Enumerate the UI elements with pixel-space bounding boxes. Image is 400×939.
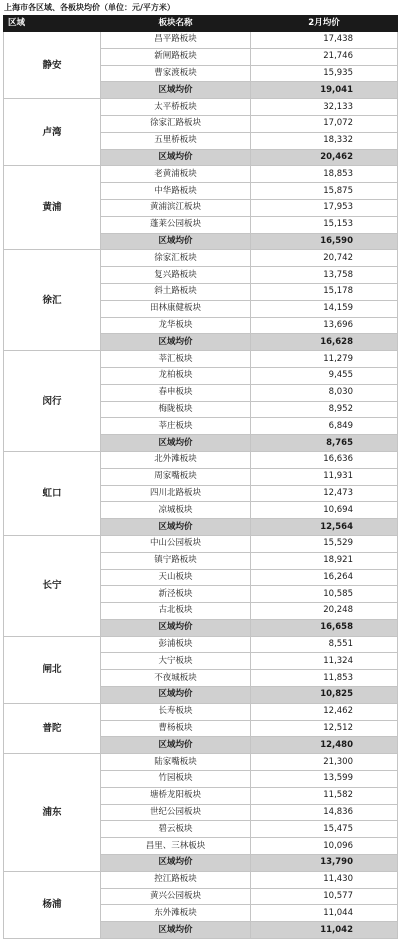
block-price: 12,473	[251, 485, 398, 502]
block-price: 17,438	[251, 32, 398, 49]
block-name: 镇宁路板块	[101, 552, 251, 569]
block-name: 黄浦滨江板块	[101, 199, 251, 216]
block-price: 17,072	[251, 115, 398, 132]
header-block: 板块名称	[101, 16, 251, 32]
average-label: 区域均价	[101, 619, 251, 636]
block-price: 12,512	[251, 720, 398, 737]
block-price: 20,248	[251, 603, 398, 620]
block-price: 11,044	[251, 905, 398, 922]
block-name: 竹园板块	[101, 771, 251, 788]
district-name: 卢湾	[4, 99, 101, 166]
block-name: 莘汇板块	[101, 351, 251, 368]
block-price: 14,836	[251, 804, 398, 821]
district-name: 徐汇	[4, 250, 101, 351]
block-name: 老黄浦板块	[101, 166, 251, 183]
average-label: 区域均价	[101, 82, 251, 99]
average-price: 12,480	[251, 737, 398, 754]
district-name: 闸北	[4, 636, 101, 703]
block-name: 五里桥板块	[101, 132, 251, 149]
average-price: 11,042	[251, 922, 398, 939]
block-name: 不夜城板块	[101, 670, 251, 687]
district-name: 杨浦	[4, 871, 101, 938]
table-row	[4, 451, 398, 468]
block-price: 13,758	[251, 267, 398, 284]
block-name: 曹家渡板块	[101, 65, 251, 82]
block-name: 新闸路板块	[101, 48, 251, 65]
block-name: 大宁板块	[101, 653, 251, 670]
block-price: 10,096	[251, 838, 398, 855]
block-price: 11,430	[251, 871, 398, 888]
district-name: 静安	[4, 32, 101, 99]
block-price: 13,599	[251, 771, 398, 788]
table-row	[4, 703, 398, 720]
block-price: 17,953	[251, 199, 398, 216]
block-price: 11,582	[251, 787, 398, 804]
block-name: 龙柏板块	[101, 367, 251, 384]
block-price: 18,921	[251, 552, 398, 569]
average-label: 区域均价	[101, 519, 251, 536]
price-table	[3, 15, 398, 939]
block-price: 10,585	[251, 586, 398, 603]
block-name: 东外滩板块	[101, 905, 251, 922]
table-row	[4, 166, 398, 183]
block-name: 田林康健板块	[101, 300, 251, 317]
average-label: 区域均价	[101, 435, 251, 452]
block-price: 15,935	[251, 65, 398, 82]
average-label: 区域均价	[101, 737, 251, 754]
block-price: 11,324	[251, 653, 398, 670]
average-price: 10,825	[251, 687, 398, 704]
block-name: 北外滩板块	[101, 451, 251, 468]
block-price: 15,153	[251, 216, 398, 233]
block-price: 15,529	[251, 535, 398, 552]
block-name: 曹杨板块	[101, 720, 251, 737]
block-name: 新泾板块	[101, 586, 251, 603]
table-row	[4, 754, 398, 771]
block-name: 塘桥龙阳板块	[101, 787, 251, 804]
block-price: 16,264	[251, 569, 398, 586]
block-price: 13,696	[251, 317, 398, 334]
block-name: 蓬莱公园板块	[101, 216, 251, 233]
block-name: 陆家嘴板块	[101, 754, 251, 771]
block-name: 徐家汇板块	[101, 250, 251, 267]
block-name: 长寿板块	[101, 703, 251, 720]
block-name: 龙华板块	[101, 317, 251, 334]
district-name: 虹口	[4, 451, 101, 535]
block-name: 中山公园板块	[101, 535, 251, 552]
block-name: 世纪公园板块	[101, 804, 251, 821]
block-name: 莘庄板块	[101, 418, 251, 435]
block-price: 8,551	[251, 636, 398, 653]
block-price: 12,462	[251, 703, 398, 720]
block-name: 控江路板块	[101, 871, 251, 888]
block-name: 古北板块	[101, 603, 251, 620]
average-price: 20,462	[251, 149, 398, 166]
block-price: 15,875	[251, 183, 398, 200]
header-row	[4, 16, 398, 32]
table-caption: 上海市各区域、各板块均价（单位：元/平方米）	[4, 3, 175, 12]
table-row	[4, 535, 398, 552]
district-name: 闵行	[4, 351, 101, 452]
block-price: 18,853	[251, 166, 398, 183]
block-name: 周家嘴板块	[101, 468, 251, 485]
district-name: 长宁	[4, 535, 101, 636]
block-price: 10,694	[251, 502, 398, 519]
block-price: 21,746	[251, 48, 398, 65]
average-price: 16,628	[251, 334, 398, 351]
block-name: 昌平路板块	[101, 32, 251, 49]
average-price: 16,590	[251, 233, 398, 250]
block-name: 梅陇板块	[101, 401, 251, 418]
block-price: 32,133	[251, 99, 398, 116]
block-price: 9,455	[251, 367, 398, 384]
district-name: 浦东	[4, 754, 101, 872]
table-row	[4, 871, 398, 888]
block-price: 15,475	[251, 821, 398, 838]
block-name: 太平桥板块	[101, 99, 251, 116]
table-row	[4, 99, 398, 116]
block-price: 11,853	[251, 670, 398, 687]
header-district: 区域	[4, 16, 101, 32]
average-label: 区域均价	[101, 922, 251, 939]
block-price: 11,279	[251, 351, 398, 368]
block-name: 春申板块	[101, 384, 251, 401]
average-label: 区域均价	[101, 149, 251, 166]
average-price: 16,658	[251, 619, 398, 636]
block-name: 凉城板块	[101, 502, 251, 519]
district-name: 黄浦	[4, 166, 101, 250]
average-label: 区域均价	[101, 855, 251, 872]
block-name: 复兴路板块	[101, 267, 251, 284]
average-price: 8,765	[251, 435, 398, 452]
block-price: 16,636	[251, 451, 398, 468]
header-price: 2月均价	[251, 16, 398, 32]
block-name: 四川北路板块	[101, 485, 251, 502]
average-price: 13,790	[251, 855, 398, 872]
average-price: 12,564	[251, 519, 398, 536]
block-price: 15,178	[251, 283, 398, 300]
average-label: 区域均价	[101, 334, 251, 351]
average-label: 区域均价	[101, 233, 251, 250]
average-label: 区域均价	[101, 687, 251, 704]
block-price: 10,577	[251, 888, 398, 905]
block-name: 黄兴公园板块	[101, 888, 251, 905]
table-row	[4, 32, 398, 49]
block-price: 8,030	[251, 384, 398, 401]
table-row	[4, 636, 398, 653]
block-price: 6,849	[251, 418, 398, 435]
block-price: 8,952	[251, 401, 398, 418]
block-name: 中华路板块	[101, 183, 251, 200]
block-name: 碧云板块	[101, 821, 251, 838]
table-body	[4, 32, 398, 939]
district-name: 普陀	[4, 703, 101, 753]
table-row	[4, 250, 398, 267]
block-name: 昌里、三林板块	[101, 838, 251, 855]
block-name: 彭浦板块	[101, 636, 251, 653]
block-price: 20,742	[251, 250, 398, 267]
block-name: 天山板块	[101, 569, 251, 586]
average-price: 19,041	[251, 82, 398, 99]
table-row	[4, 351, 398, 368]
block-name: 斜土路板块	[101, 283, 251, 300]
block-price: 18,332	[251, 132, 398, 149]
block-price: 21,300	[251, 754, 398, 771]
block-name: 徐家汇路板块	[101, 115, 251, 132]
block-price: 14,159	[251, 300, 398, 317]
block-price: 11,931	[251, 468, 398, 485]
